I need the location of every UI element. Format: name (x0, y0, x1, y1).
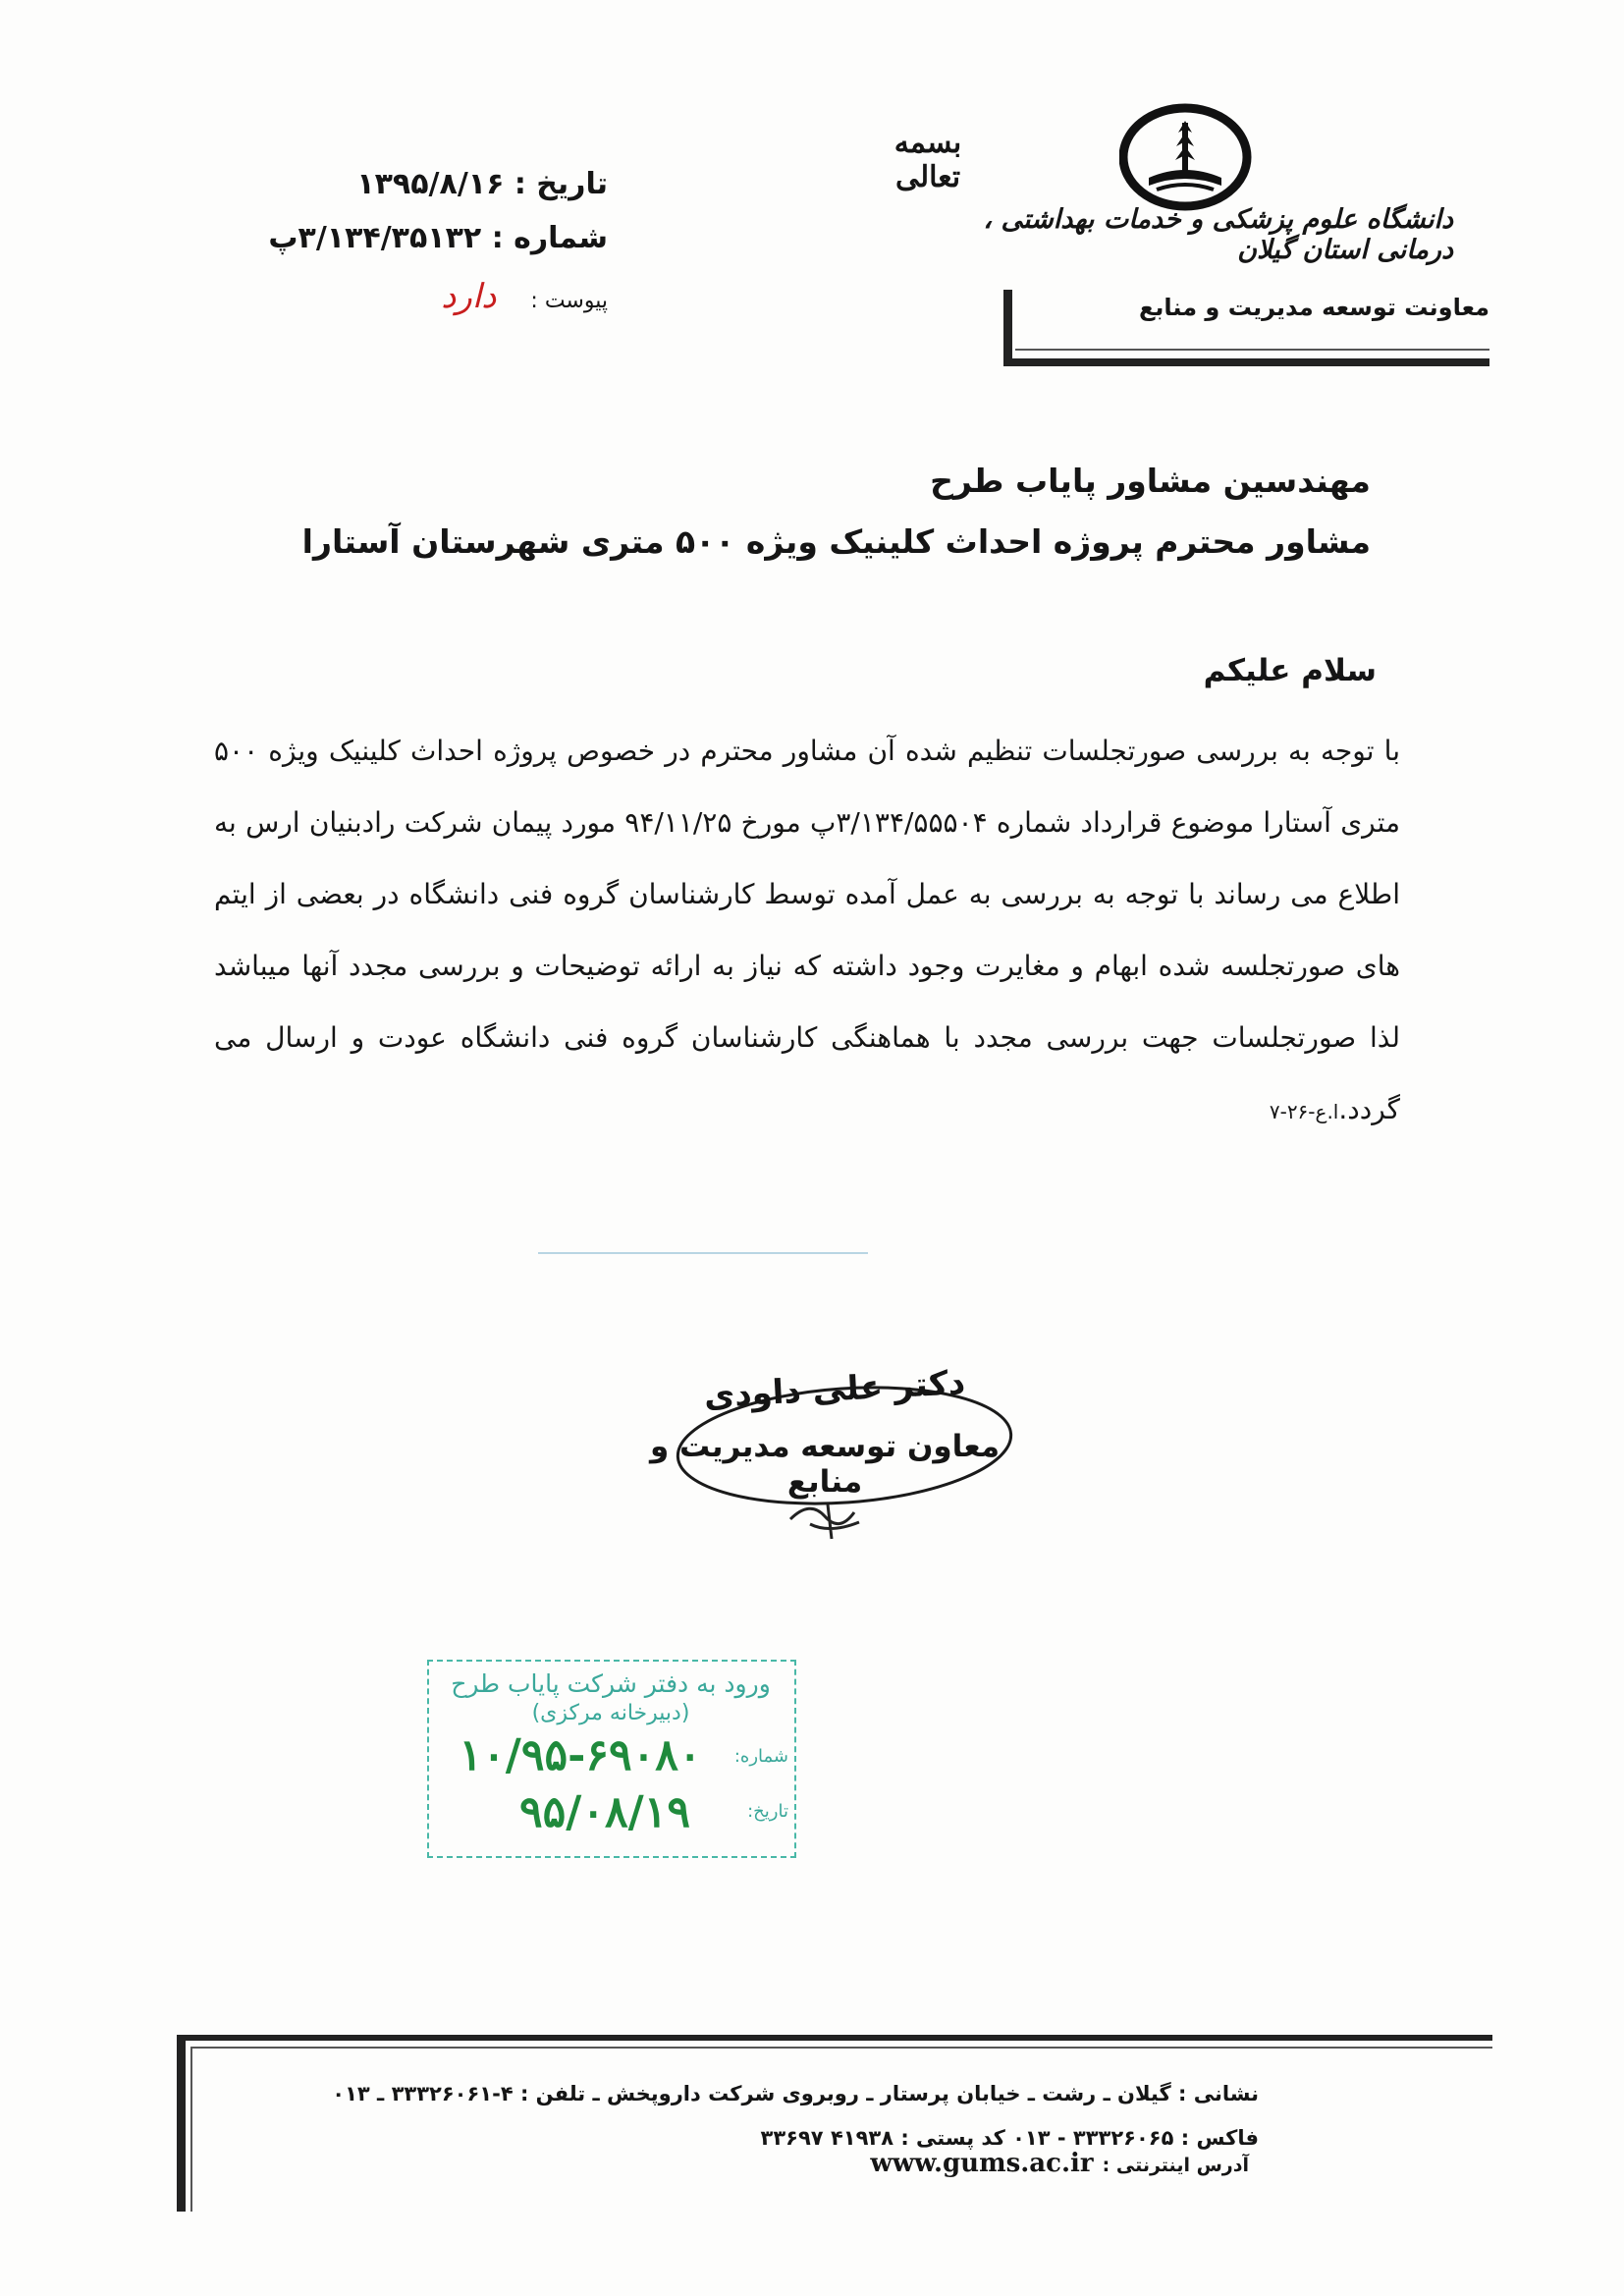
letter-body (214, 715, 1400, 1148)
date-label: تاریخ : (514, 167, 608, 201)
attachment-value: دارد (441, 277, 497, 316)
university-logo-icon (1119, 103, 1252, 211)
number-row (268, 221, 608, 255)
stamp-title: ورود به دفتر شرکت پایاب طرح (451, 1669, 771, 1698)
footer-frame (177, 2035, 1492, 2212)
stamp-number-value: ۱۰/۹۵-۶۹۰۸۰ (459, 1730, 702, 1780)
separator-line (538, 1252, 868, 1254)
stamp-number-label: شماره: (733, 1746, 788, 1767)
body-paragraph: با توجه به بررسی صورتجلسات تنظیم شده آن مشاور محترم در خصوص پروژه احداث کلینیک ویژه ۵۰۰ متری آستارا موضوع قرارداد شماره ۳/۱۳۴/۵۵۵۰۴پ مورخ ۹۴/۱۱/۲۵ مورد پیمان شرکت رادبنیان ارس به اطلاع می رساند با توجه به بررسی به عمل آمده توسط کارشناسان گروه فنی دانشگاه در بعضی از ایتم های صورتجلسه شده ابهام و مغایرت وجود داشته که نیاز به ارائه توضیحات و بررسی مجدد آنها میباشد لذا صورتجلسات جهت بررسی مجدد با هماهنگی کارشناسان گروه فنی دانشگاه عودت و ارسال می گردد. (214, 735, 1401, 1125)
footer-website-row (870, 2149, 1259, 2178)
signatory-title: معاون توسعه مدیریت و منابع (649, 1429, 1001, 1500)
signature-scribble-icon (781, 1495, 879, 1544)
footer-website: www.gums.ac.ir (870, 2149, 1094, 2178)
number-label: شماره : (491, 221, 608, 255)
greeting: سلام علیکم (1203, 653, 1377, 688)
recipient-line-1: مهندسین مشاور پایاب طرح (930, 462, 1371, 500)
deputy-frame (1003, 290, 1489, 366)
university-name: دانشگاه علوم پزشکی و خدمات بهداشتی ، درمانی استان گیلان (983, 204, 1453, 265)
body-reference-code: ا.ع-۲۶-۷ (1269, 1100, 1339, 1123)
date-value: ۱۳۹۵/۸/۱۶ (356, 167, 505, 201)
date-row (356, 167, 608, 201)
attachment-row (441, 277, 608, 316)
number-value: ۳/۱۳۴/۳۵۱۳۲پ (268, 221, 482, 255)
stamp-date-label: تاریخ: (747, 1801, 788, 1822)
footer-website-label: آدرس اینترنتی : (1102, 2155, 1249, 2176)
attachment-label: پیوست : (530, 289, 608, 313)
deputy-title: معاونت توسعه مدیریت و منابع (1138, 294, 1489, 321)
stamp-date-value: ۹۵/۰۸/۱۹ (519, 1787, 690, 1837)
signatory-name: دکتر علی داودی (702, 1363, 967, 1416)
bismillah-heading: بسمه تعالی (893, 126, 962, 194)
receipt-stamp (427, 1660, 796, 1858)
footer-address: نشانی : گیلان ـ رشت ـ خیابان پرستار ـ روبروی شرکت داروپخش ـ تلفن : ۴-۳۳۳۲۶۰۶۱ ـ ۰۱۳ (332, 2082, 1259, 2105)
recipient-line-2: مشاور محترم پروژه احداث کلینیک ویژه ۵۰۰ متری شهرستان آستارا (301, 522, 1371, 561)
footer-fax: فاکس : ۳۳۳۲۶۰۶۵ - ۰۱۳ کد پستی : ۴۱۹۳۸ ۳۳۶۹۷ (760, 2126, 1259, 2150)
stamp-subtitle: (دبیرخانه مرکزی) (531, 1701, 690, 1725)
